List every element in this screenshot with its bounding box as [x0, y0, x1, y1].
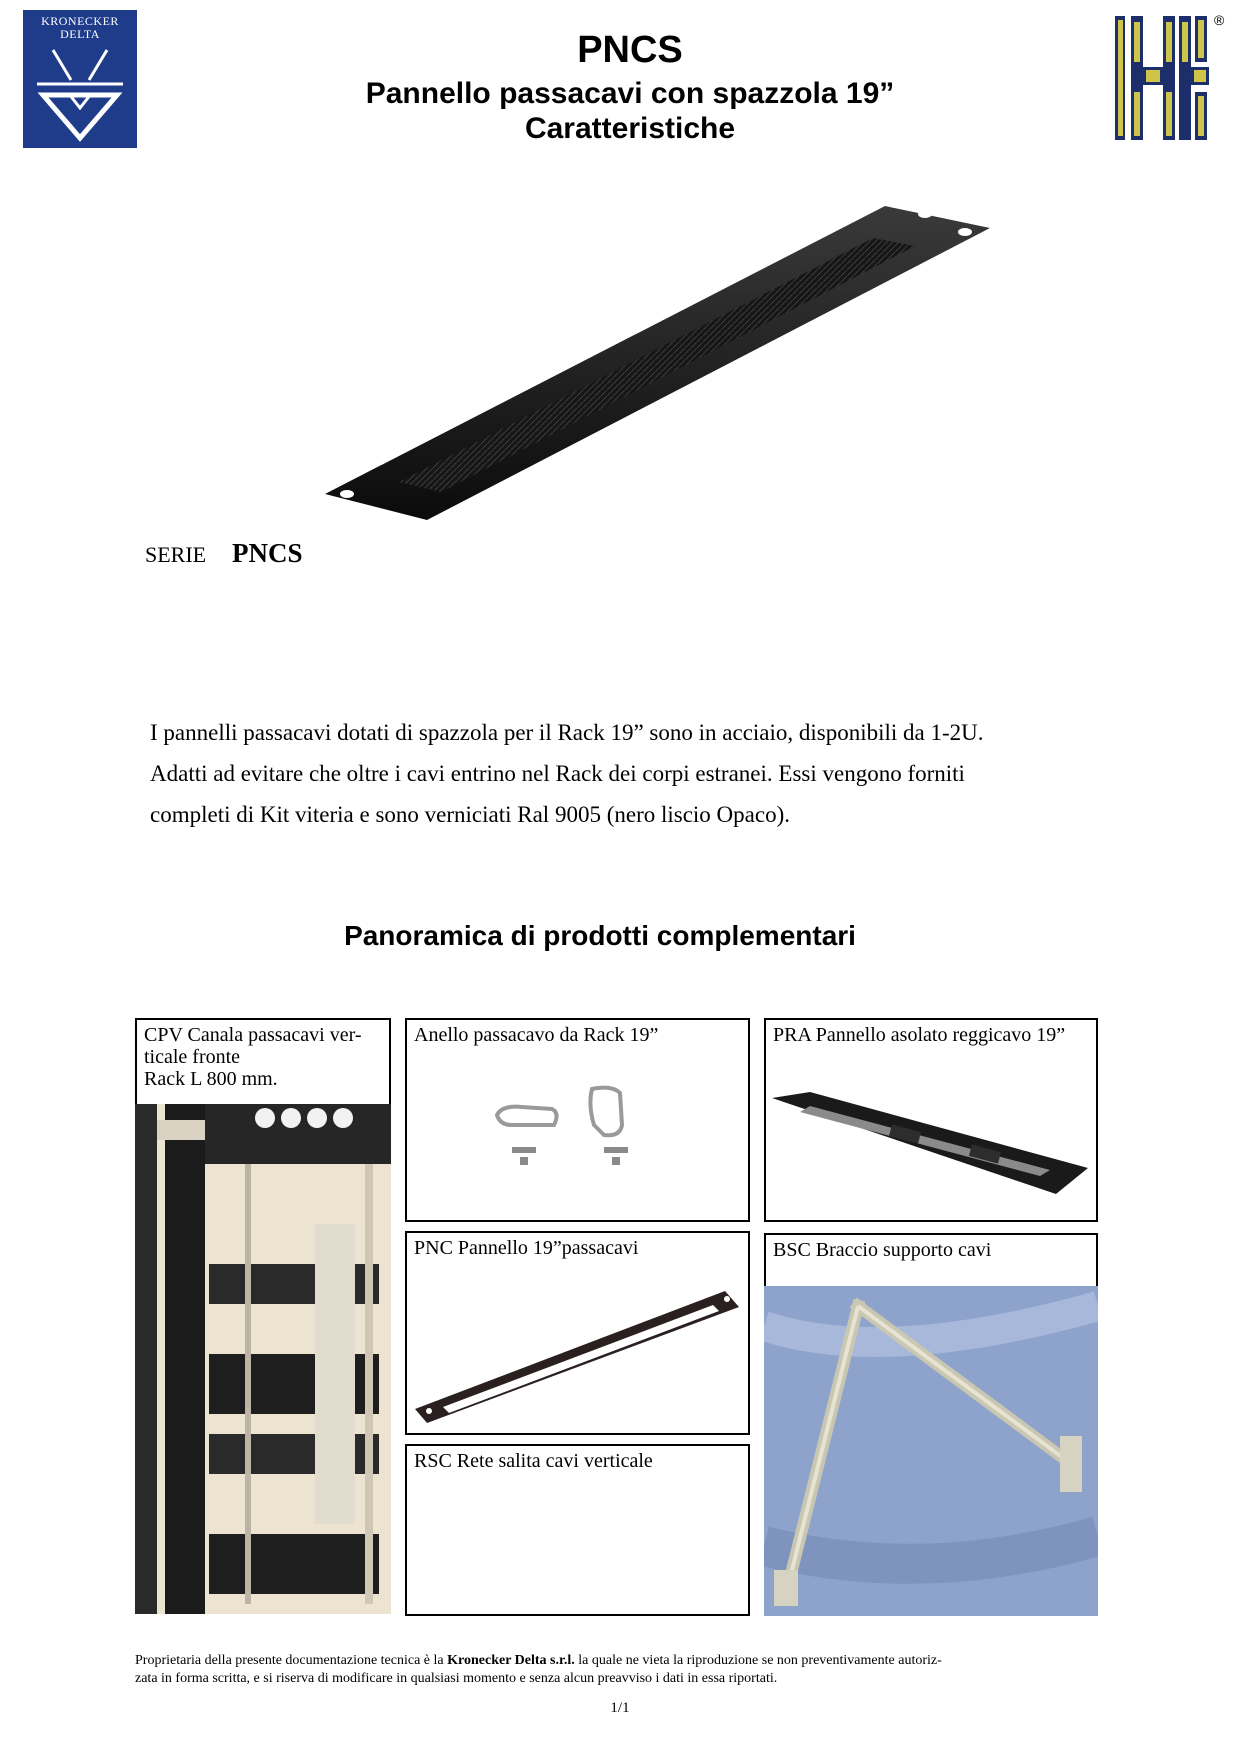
rack-cable-channel-icon — [135, 1104, 391, 1614]
product-box-rsc — [405, 1444, 750, 1616]
pra-label: PRA Pannello asolato reggicavo 19” — [773, 1024, 1066, 1046]
bsc-label: BSC Braccio supporto cavi — [773, 1239, 992, 1261]
pncs-brush-panel-image — [325, 198, 995, 532]
registered-mark: ® — [1214, 12, 1225, 28]
brand-bars-icon — [1113, 12, 1228, 144]
slotted-panel-icon — [770, 1090, 1094, 1200]
logo-text-delta: DELTA — [60, 27, 100, 41]
footer-company: Kronecker Delta s.r.l. — [447, 1653, 575, 1668]
cpv-label-line-1: CPV Canala passacavi ver- — [144, 1024, 362, 1046]
cpv-label-line-2: ticale fronte — [144, 1046, 241, 1068]
series-label: SERIE — [145, 542, 207, 567]
bsc-photo — [764, 1286, 1098, 1616]
page-subtitle: Pannello passacavi con spazzola 19” — [365, 77, 895, 110]
footer-line1-post: la quale ne vieta la riproduzione se non preventivamente autoriz- — [574, 1653, 942, 1668]
cable-ring-icon — [492, 1085, 652, 1195]
page-subtitle-2: Caratteristiche — [524, 112, 736, 145]
description-line-2: Adatti ad evitare che oltre i cavi entrino nel Rack dei corpi estranei. Essi vengono forniti — [150, 761, 965, 786]
cpv-photo — [135, 1104, 391, 1614]
anello-label: Anello passacavo da Rack 19” — [414, 1024, 659, 1046]
section-title: Panoramica di prodotti complementari — [344, 920, 856, 951]
product-box-cpv — [135, 1018, 391, 1104]
kronecker-delta-logo — [23, 10, 137, 148]
page-title: PNCS — [577, 29, 683, 71]
brand-mark-logo — [1113, 12, 1228, 144]
cable-pass-panel-icon — [413, 1283, 743, 1428]
logo-text-kronecker: KRONECKER — [41, 14, 119, 28]
description-line-1: I pannelli passacavi dotati di spazzola per il Rack 19” sono in acciaio, disponibili da 1-2U. — [150, 720, 984, 745]
description-line-3: completi di Kit viteria e sono verniciati Ral 9005 (nero liscio Opaco). — [150, 802, 790, 827]
cpv-label-line-3: Rack L 800 mm. — [144, 1068, 278, 1090]
series-name: PNCS — [232, 538, 303, 568]
product-box-pra — [764, 1018, 1098, 1222]
delta-emblem-icon — [23, 10, 137, 148]
footer-notice — [135, 1652, 1100, 1688]
page-number: 1/1 — [610, 1700, 630, 1716]
product-box-anello — [405, 1018, 750, 1222]
footer-line1-pre: Proprietaria della presente documentazione tecnica è la — [135, 1653, 448, 1668]
product-box-bsc — [764, 1233, 1098, 1286]
support-arm-icon — [764, 1286, 1098, 1616]
product-box-pnc — [405, 1231, 750, 1435]
footer-line2: zata in forma scritta, e si riserva di modificare in qualsiasi momento e senza alcun preavviso i dati in essa riportati. — [135, 1671, 778, 1686]
cpv-label — [144, 1024, 362, 1090]
pnc-label: PNC Pannello 19”passacavi — [414, 1237, 639, 1259]
description-paragraph — [150, 712, 1110, 835]
rsc-label: RSC Rete salita cavi verticale — [414, 1450, 653, 1472]
